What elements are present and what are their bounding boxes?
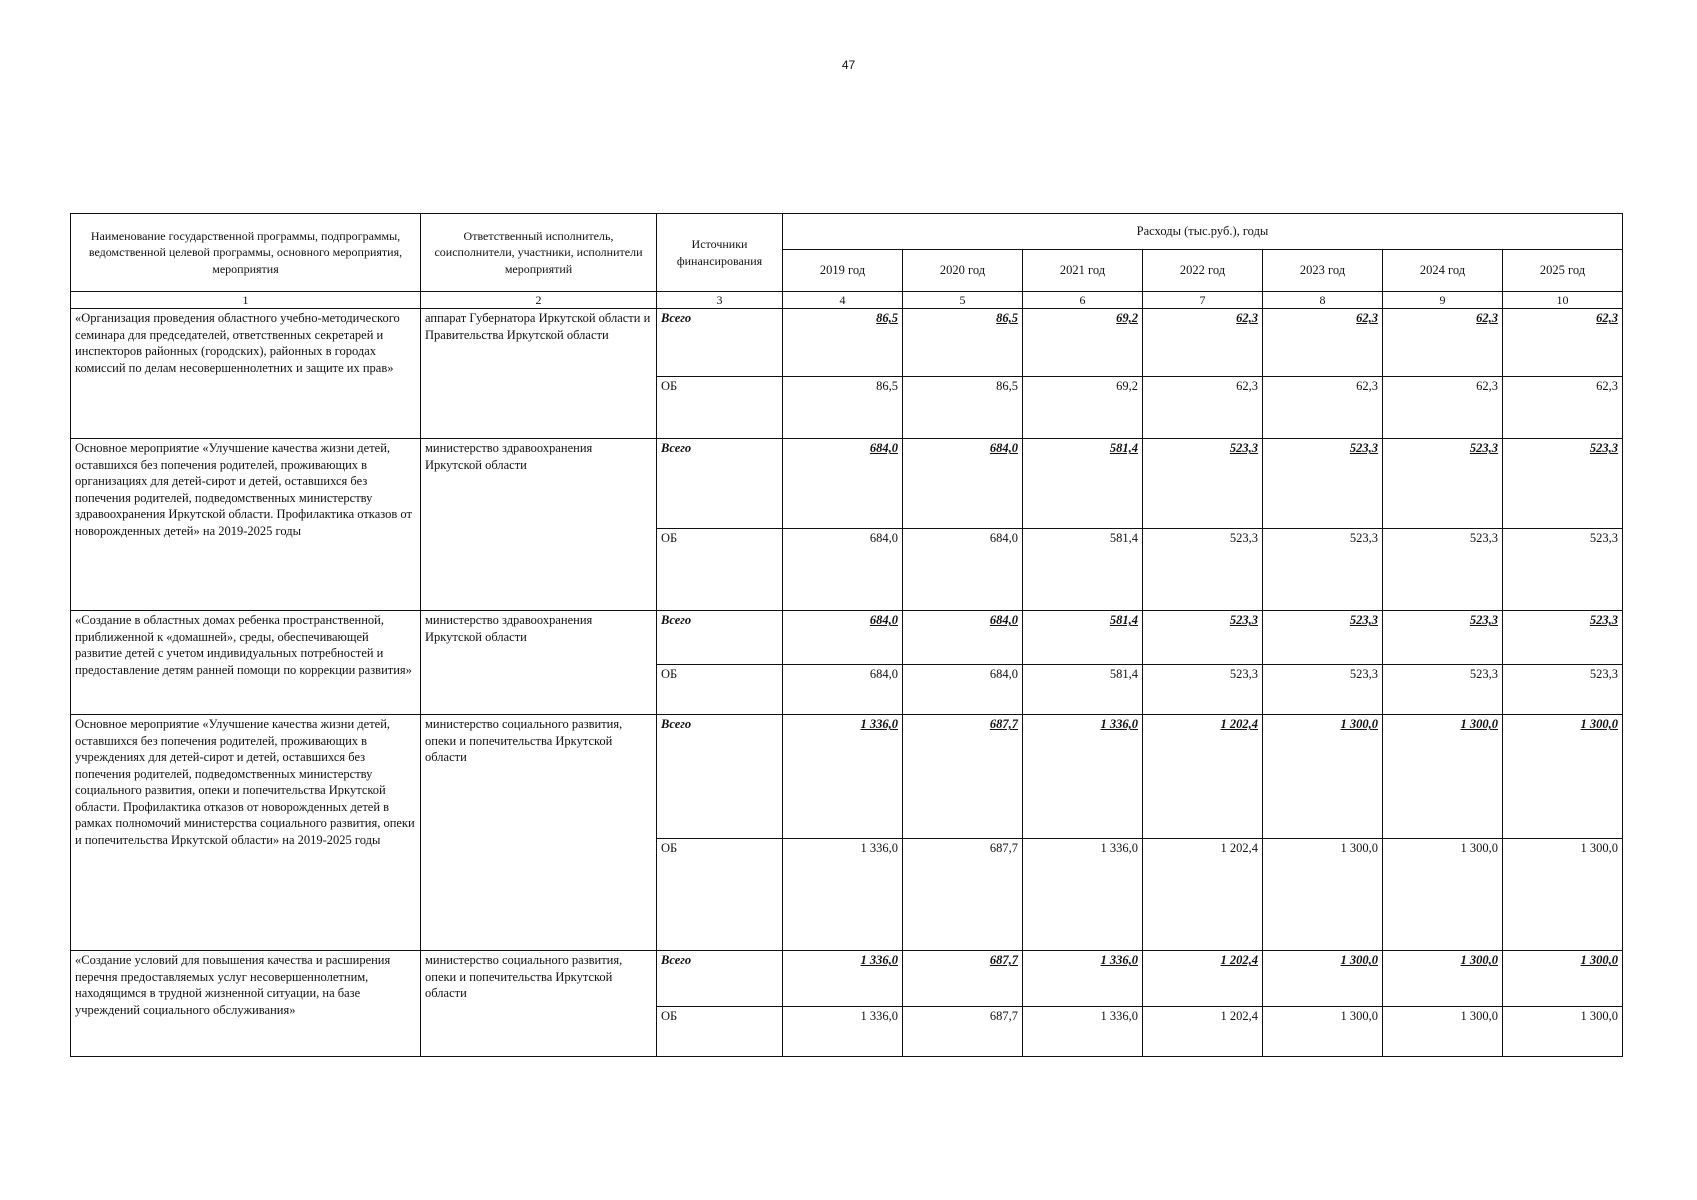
ob-value: 684,0 xyxy=(783,665,903,715)
total-value: 1 336,0 xyxy=(1023,951,1143,1007)
ob-value: 523,3 xyxy=(1503,665,1623,715)
ob-value: 523,3 xyxy=(1263,529,1383,611)
total-value: 1 202,4 xyxy=(1143,951,1263,1007)
ob-value: 1 300,0 xyxy=(1383,839,1503,951)
ob-value: 1 336,0 xyxy=(1023,1007,1143,1057)
total-value: 684,0 xyxy=(903,439,1023,529)
total-value: 684,0 xyxy=(783,439,903,529)
source-ob-label: ОБ xyxy=(657,1007,783,1057)
header-year: 2023 год xyxy=(1263,250,1383,292)
ob-value: 62,3 xyxy=(1383,377,1503,439)
total-value: 86,5 xyxy=(783,309,903,377)
ob-value: 523,3 xyxy=(1143,665,1263,715)
source-total-label: Всего xyxy=(657,611,783,665)
ob-value: 687,7 xyxy=(903,1007,1023,1057)
total-value: 581,4 xyxy=(1023,611,1143,665)
ob-value: 523,3 xyxy=(1143,529,1263,611)
total-value: 523,3 xyxy=(1503,439,1623,529)
ob-value: 62,3 xyxy=(1263,377,1383,439)
activity-name: «Организация проведения областного учебно-методического семинара для председателей, ответственных секретарей и инспекторов районных (городских), районных в городах комиссий по делам несовершеннолетних и защите их прав» xyxy=(71,309,421,439)
page-number: 47 xyxy=(841,58,856,72)
ob-value: 1 300,0 xyxy=(1503,1007,1623,1057)
source-total-label: Всего xyxy=(657,309,783,377)
column-number: 4 xyxy=(783,292,903,309)
column-number: 5 xyxy=(903,292,1023,309)
ob-value: 684,0 xyxy=(903,529,1023,611)
column-number: 2 xyxy=(421,292,657,309)
ob-value: 684,0 xyxy=(903,665,1023,715)
ob-value: 581,4 xyxy=(1023,529,1143,611)
ob-value: 1 300,0 xyxy=(1383,1007,1503,1057)
source-ob-label: ОБ xyxy=(657,839,783,951)
total-value: 523,3 xyxy=(1503,611,1623,665)
activity-name: «Создание в областных домах ребенка пространственной, приближенной к «домашней», среды, обеспечивающей развитие детей с учетом индивидуальных потребностей и предоставление детям ранней помощи по коррекции развития» xyxy=(71,611,421,715)
total-value: 1 300,0 xyxy=(1263,715,1383,839)
column-number: 9 xyxy=(1383,292,1503,309)
activity-name: «Создание условий для повышения качества и расширения перечня предоставляемых услуг несовершеннолетним, находящимся в трудной жизненной ситуации, на базе учреждений социального обслуживания» xyxy=(71,951,421,1057)
ob-value: 523,3 xyxy=(1383,529,1503,611)
header-expenses: Расходы (тыс.руб.), годы xyxy=(783,214,1623,250)
responsible-executor: министерство здравоохранения Иркутской области xyxy=(421,611,657,715)
ob-value: 86,5 xyxy=(783,377,903,439)
ob-value: 86,5 xyxy=(903,377,1023,439)
table-row-total xyxy=(71,611,1623,665)
total-value: 523,3 xyxy=(1263,611,1383,665)
source-total-label: Всего xyxy=(657,715,783,839)
total-value: 1 300,0 xyxy=(1263,951,1383,1007)
source-total-label: Всего xyxy=(657,439,783,529)
table-row-total xyxy=(71,951,1623,1007)
header-year: 2024 год xyxy=(1383,250,1503,292)
header-year: 2020 год xyxy=(903,250,1023,292)
total-value: 62,3 xyxy=(1503,309,1623,377)
total-value: 684,0 xyxy=(903,611,1023,665)
total-value: 523,3 xyxy=(1143,439,1263,529)
total-value: 1 336,0 xyxy=(783,715,903,839)
total-value: 86,5 xyxy=(903,309,1023,377)
total-value: 523,3 xyxy=(1383,611,1503,665)
total-value: 687,7 xyxy=(903,715,1023,839)
header-year: 2019 год xyxy=(783,250,903,292)
ob-value: 1 336,0 xyxy=(1023,839,1143,951)
budget-table xyxy=(70,213,1623,1057)
table-body xyxy=(71,309,1623,1057)
total-value: 1 300,0 xyxy=(1383,715,1503,839)
ob-value: 1 202,4 xyxy=(1143,839,1263,951)
activity-name: Основное мероприятие «Улучшение качества жизни детей, оставшихся без попечения родителей, проживающих в учреждениях для детей-сирот и детей, оставшихся без попечения родителей, подведомственных министерству социального развития, опеки и попечительства Иркутской области. Профилактика отказов от новорожденных детей в рамках полномочий министерства социального развития, опеки и попечительства Иркутской области» на 2019-2025 годы xyxy=(71,715,421,951)
ob-value: 687,7 xyxy=(903,839,1023,951)
ob-value: 684,0 xyxy=(783,529,903,611)
table-row-total xyxy=(71,309,1623,377)
total-value: 687,7 xyxy=(903,951,1023,1007)
ob-value: 1 300,0 xyxy=(1263,839,1383,951)
total-value: 1 300,0 xyxy=(1503,951,1623,1007)
ob-value: 1 336,0 xyxy=(783,1007,903,1057)
total-value: 62,3 xyxy=(1383,309,1503,377)
ob-value: 1 300,0 xyxy=(1263,1007,1383,1057)
ob-value: 62,3 xyxy=(1143,377,1263,439)
total-value: 62,3 xyxy=(1143,309,1263,377)
total-value: 69,2 xyxy=(1023,309,1143,377)
total-value: 1 300,0 xyxy=(1383,951,1503,1007)
column-number: 6 xyxy=(1023,292,1143,309)
header-responsible: Ответственный исполнитель, соисполнители, участники, исполнители мероприятий xyxy=(421,214,657,292)
responsible-executor: министерство социального развития, опеки и попечительства Иркутской области xyxy=(421,951,657,1057)
total-value: 1 336,0 xyxy=(783,951,903,1007)
total-value: 1 202,4 xyxy=(1143,715,1263,839)
ob-value: 581,4 xyxy=(1023,665,1143,715)
ob-value: 523,3 xyxy=(1263,665,1383,715)
ob-value: 1 336,0 xyxy=(783,839,903,951)
total-value: 523,3 xyxy=(1263,439,1383,529)
ob-value: 1 300,0 xyxy=(1503,839,1623,951)
total-value: 1 300,0 xyxy=(1503,715,1623,839)
responsible-executor: министерство социального развития, опеки и попечительства Иркутской области xyxy=(421,715,657,951)
column-number: 8 xyxy=(1263,292,1383,309)
total-value: 581,4 xyxy=(1023,439,1143,529)
ob-value: 523,3 xyxy=(1383,665,1503,715)
header-year: 2021 год xyxy=(1023,250,1143,292)
column-number: 7 xyxy=(1143,292,1263,309)
source-ob-label: ОБ xyxy=(657,665,783,715)
column-number: 10 xyxy=(1503,292,1623,309)
ob-value: 523,3 xyxy=(1503,529,1623,611)
total-value: 523,3 xyxy=(1383,439,1503,529)
source-total-label: Всего xyxy=(657,951,783,1007)
header-year: 2025 год xyxy=(1503,250,1623,292)
column-number: 1 xyxy=(71,292,421,309)
total-value: 62,3 xyxy=(1263,309,1383,377)
activity-name: Основное мероприятие «Улучшение качества жизни детей, оставшихся без попечения родителей, проживающих в организациях для детей-сирот и детей, оставшихся без попечения родителей, подведомственных министерству здравоохранения Иркутской области. Профилактика отказов от новорожденных детей» на 2019-2025 годы xyxy=(71,439,421,611)
total-value: 684,0 xyxy=(783,611,903,665)
table-row-total xyxy=(71,439,1623,529)
total-value: 1 336,0 xyxy=(1023,715,1143,839)
header-name: Наименование государственной программы, подпрограммы, ведомственной целевой программы, основного мероприятия, мероприятия xyxy=(71,214,421,292)
source-ob-label: ОБ xyxy=(657,377,783,439)
total-value: 523,3 xyxy=(1143,611,1263,665)
header-sources: Источники финансирования xyxy=(657,214,783,292)
responsible-executor: министерство здравоохранения Иркутской области xyxy=(421,439,657,611)
header-year: 2022 год xyxy=(1143,250,1263,292)
source-ob-label: ОБ xyxy=(657,529,783,611)
ob-value: 62,3 xyxy=(1503,377,1623,439)
column-number: 3 xyxy=(657,292,783,309)
table-row-total xyxy=(71,715,1623,839)
ob-value: 1 202,4 xyxy=(1143,1007,1263,1057)
responsible-executor: аппарат Губернатора Иркутской области и Правительства Иркутской области xyxy=(421,309,657,439)
ob-value: 69,2 xyxy=(1023,377,1143,439)
